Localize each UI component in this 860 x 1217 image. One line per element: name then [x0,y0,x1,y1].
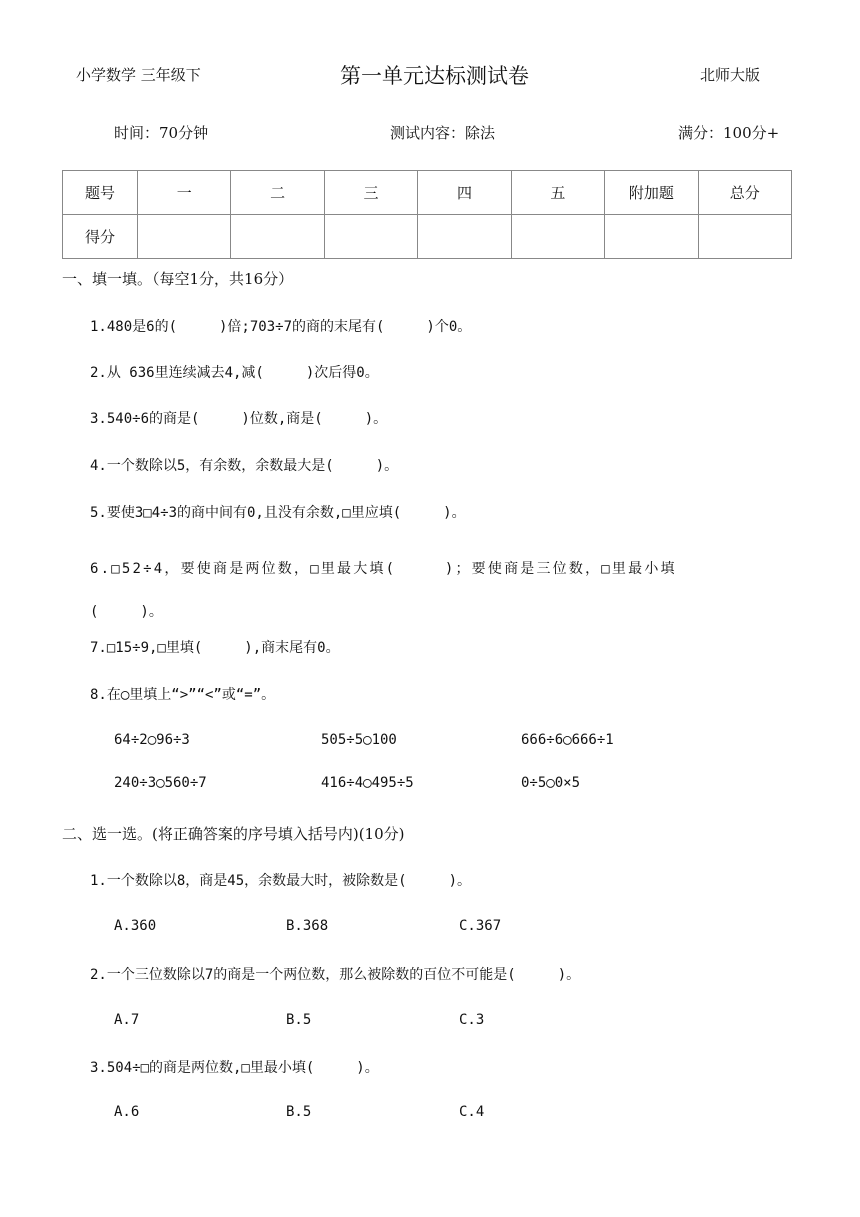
full-score-label: 满分：100分+ [678,124,780,142]
table-header-cell: 附加题 [605,171,698,215]
page-title: 第一单元达标测试卷 [340,64,529,88]
score-cell[interactable] [231,215,324,259]
option-b: B.368 [286,918,329,934]
question-1-2: 2.从 636里连续减去4,减( )次后得0。 [90,365,379,381]
table-header-cell: 四 [418,171,511,215]
question-1-7: 7.□15÷9,□里填( ),商末尾有0。 [90,640,340,656]
content-label: 测试内容：除法 [390,124,496,142]
compare-item: 666÷6◯666÷1 [521,732,614,748]
compare-item: 0÷5◯0×5 [521,775,581,791]
subject-label: 小学数学 三年级下 [76,66,201,84]
table-header-cell: 五 [511,171,604,215]
option-a: A.7 [114,1012,140,1028]
table-header-cell: 一 [138,171,231,215]
score-table [62,170,792,259]
option-a: A.360 [114,918,157,934]
question-1-1: 1.480是6的( )倍;703÷7的商的末尾有( )个0。 [90,319,472,335]
question-1-6: 6.□52÷4，要使商是两位数，□里最大填( )；要使商是三位数，□里最小填 [90,561,677,577]
question-2-1: 1.一个数除以8，商是45，余数最大时，被除数是( )。 [90,873,471,889]
score-cell[interactable] [698,215,791,259]
question-1-5: 5.要使3□4÷3的商中间有0,且没有余数,□里应填( )。 [90,505,466,521]
question-1-3: 3.540÷6的商是( )位数,商是( )。 [90,411,388,427]
score-cell[interactable] [324,215,417,259]
table-header-cell: 二 [231,171,324,215]
compare-item: 416÷4◯495÷5 [321,775,414,791]
option-c: C.3 [459,1012,485,1028]
section1-heading: 一、填一填。（每空1分，共16分） [62,270,294,288]
score-cell[interactable] [511,215,604,259]
question-1-8: 8.在◯里填上“>”“<”或“=”。 [90,687,276,703]
section2-heading: 二、选一选。(将正确答案的序号填入括号内)(10分) [62,825,405,843]
edition-label: 北师大版 [700,66,761,84]
score-cell[interactable] [418,215,511,259]
question-1-6-continued: ( )。 [90,604,163,620]
time-label: 时间：70分钟 [114,124,209,142]
score-cell[interactable] [138,215,231,259]
question-2-3: 3.504÷□的商是两位数,□里最小填( )。 [90,1060,379,1076]
table-row-label: 得分 [63,215,138,259]
option-b: B.5 [286,1012,312,1028]
compare-item: 240÷3◯560÷7 [114,775,207,791]
compare-item: 505÷5◯100 [321,732,397,748]
score-table-header-row [63,171,792,215]
table-header-cell: 三 [324,171,417,215]
option-b: B.5 [286,1104,312,1120]
table-header-cell: 总分 [698,171,791,215]
option-c: C.4 [459,1104,485,1120]
question-2-2: 2.一个三位数除以7的商是一个两位数，那么被除数的百位不可能是( )。 [90,967,581,983]
table-header-cell: 题号 [63,171,138,215]
option-c: C.367 [459,918,502,934]
question-1-4: 4.一个数除以5，有余数，余数最大是( )。 [90,458,399,474]
score-table-score-row [63,215,792,259]
compare-item: 64÷2◯96÷3 [114,732,190,748]
option-a: A.6 [114,1104,140,1120]
score-cell[interactable] [605,215,698,259]
